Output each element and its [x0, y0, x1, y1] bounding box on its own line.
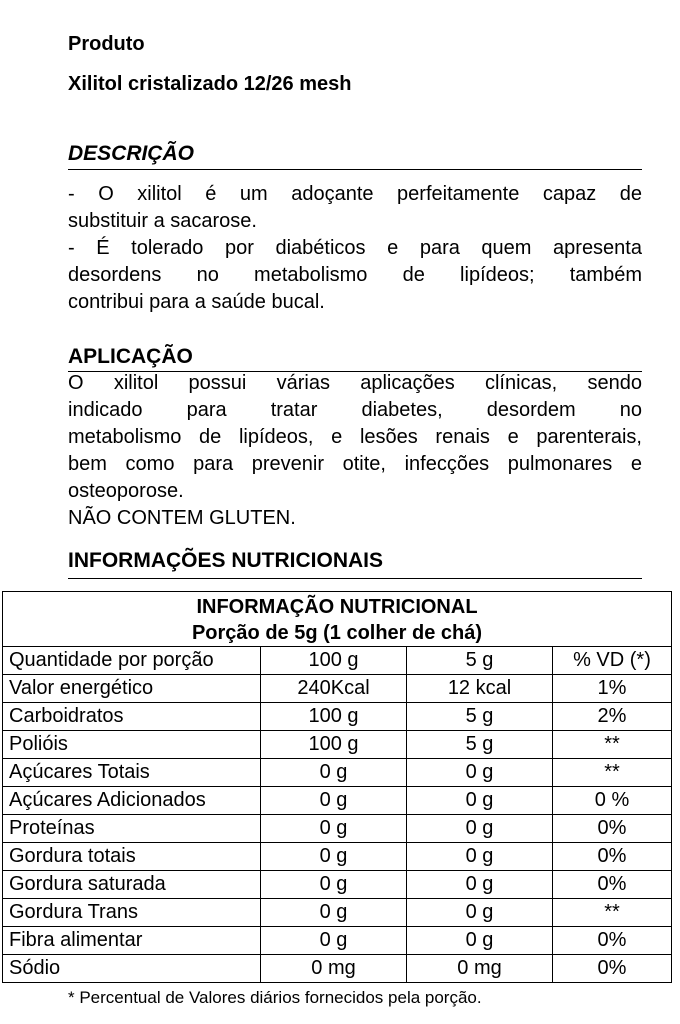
- nutrient-name: Gordura Trans: [3, 899, 261, 927]
- table-footnote: * Percentual de Valores diários fornecidos pela porção.: [68, 988, 482, 1007]
- nutrient-name: Fibra alimentar: [3, 927, 261, 955]
- aplicacao-line: NÃO CONTEM GLUTEN.: [68, 507, 296, 529]
- info-nutricionais-rule: [68, 578, 642, 579]
- descricao-line: desordens no metabolismo de lipídeos; também: [68, 264, 642, 286]
- table-row: [3, 815, 672, 843]
- nutrient-name: Gordura totais: [3, 843, 261, 871]
- aplicacao-line: metabolismo de lipídeos, e lesões renais e parenterais,: [68, 426, 642, 448]
- value-5g: 0 g: [407, 815, 553, 843]
- value-5g: 0 g: [407, 871, 553, 899]
- value-5g: 0 g: [407, 927, 553, 955]
- value-100g: 0 g: [261, 787, 407, 815]
- table-header-row: [3, 647, 672, 675]
- value-100g: 100 g: [261, 703, 407, 731]
- nutrient-name: Açúcares Adicionados: [3, 787, 261, 815]
- header-cell: 5 g: [407, 647, 553, 675]
- value-5g: 5 g: [407, 731, 553, 759]
- descricao-rule: [68, 169, 642, 170]
- product-label: Produto: [68, 33, 145, 55]
- table-row: [3, 871, 672, 899]
- nutrient-name: Carboidratos: [3, 703, 261, 731]
- header-cell: % VD (*): [553, 647, 672, 675]
- table-row: [3, 675, 672, 703]
- value-100g: 0 g: [261, 927, 407, 955]
- value-5g: 5 g: [407, 703, 553, 731]
- header-cell: Quantidade por porção: [3, 647, 261, 675]
- table-row: [3, 955, 672, 983]
- value-vd: 0%: [553, 815, 672, 843]
- value-5g: 0 mg: [407, 955, 553, 983]
- table-row: [3, 759, 672, 787]
- nutrient-name: Gordura saturada: [3, 871, 261, 899]
- value-5g: 0 g: [407, 899, 553, 927]
- value-vd: 1%: [553, 675, 672, 703]
- table-row: [3, 787, 672, 815]
- value-100g: 100 g: [261, 731, 407, 759]
- value-vd: 0 %: [553, 787, 672, 815]
- nutrient-name: Valor energético: [3, 675, 261, 703]
- aplicacao-heading: APLICAÇÃO: [68, 345, 193, 368]
- table-row: [3, 927, 672, 955]
- value-100g: 0 g: [261, 899, 407, 927]
- header-cell: 100 g: [261, 647, 407, 675]
- value-vd: 0%: [553, 871, 672, 899]
- aplicacao-line: bem como para prevenir otite, infecções pulmonares e: [68, 453, 642, 475]
- descricao-line: contribui para a saúde bucal.: [68, 291, 325, 313]
- table-row: [3, 731, 672, 759]
- table-row: [3, 703, 672, 731]
- nutrient-name: Açúcares Totais: [3, 759, 261, 787]
- product-name: Xilitol cristalizado 12/26 mesh: [68, 73, 352, 95]
- aplicacao-text: [68, 370, 642, 532]
- descricao-line: - O xilitol é um adoçante perfeitamente capaz de: [68, 183, 642, 205]
- value-100g: 0 g: [261, 759, 407, 787]
- aplicacao-line: O xilitol possui várias aplicações clínicas, sendo: [68, 372, 642, 394]
- nutrient-name: Polióis: [3, 731, 261, 759]
- value-vd: 2%: [553, 703, 672, 731]
- value-5g: 0 g: [407, 787, 553, 815]
- value-vd: **: [553, 759, 672, 787]
- value-vd: 0%: [553, 843, 672, 871]
- value-100g: 0 g: [261, 871, 407, 899]
- aplicacao-line: indicado para tratar diabetes, desordem no: [68, 399, 642, 421]
- nutrition-table-title: [3, 592, 672, 647]
- value-100g: 0 g: [261, 843, 407, 871]
- value-100g: 0 g: [261, 815, 407, 843]
- value-vd: **: [553, 731, 672, 759]
- nutrition-title: INFORMAÇÃO NUTRICIONAL: [196, 596, 478, 618]
- nutrient-name: Proteínas: [3, 815, 261, 843]
- nutrition-table: [2, 591, 672, 983]
- info-nutricionais-heading: INFORMAÇÕES NUTRICIONAIS: [68, 549, 383, 572]
- value-5g: 0 g: [407, 759, 553, 787]
- table-row: [3, 843, 672, 871]
- descricao-line: substituir a sacarose.: [68, 210, 257, 232]
- nutrition-portion: Porção de 5g (1 colher de chá): [191, 622, 483, 644]
- descricao-text: [68, 181, 642, 316]
- value-vd: 0%: [553, 927, 672, 955]
- value-vd: 0%: [553, 955, 672, 983]
- value-100g: 240Kcal: [261, 675, 407, 703]
- table-row: [3, 899, 672, 927]
- value-5g: 12 kcal: [407, 675, 553, 703]
- aplicacao-line: osteoporose.: [68, 480, 184, 502]
- nutrient-name: Sódio: [3, 955, 261, 983]
- descricao-heading: DESCRIÇÃO: [68, 142, 195, 165]
- value-5g: 0 g: [407, 843, 553, 871]
- value-vd: **: [553, 899, 672, 927]
- value-100g: 0 mg: [261, 955, 407, 983]
- descricao-line: - É tolerado por diabéticos e para quem apresenta: [68, 237, 642, 259]
